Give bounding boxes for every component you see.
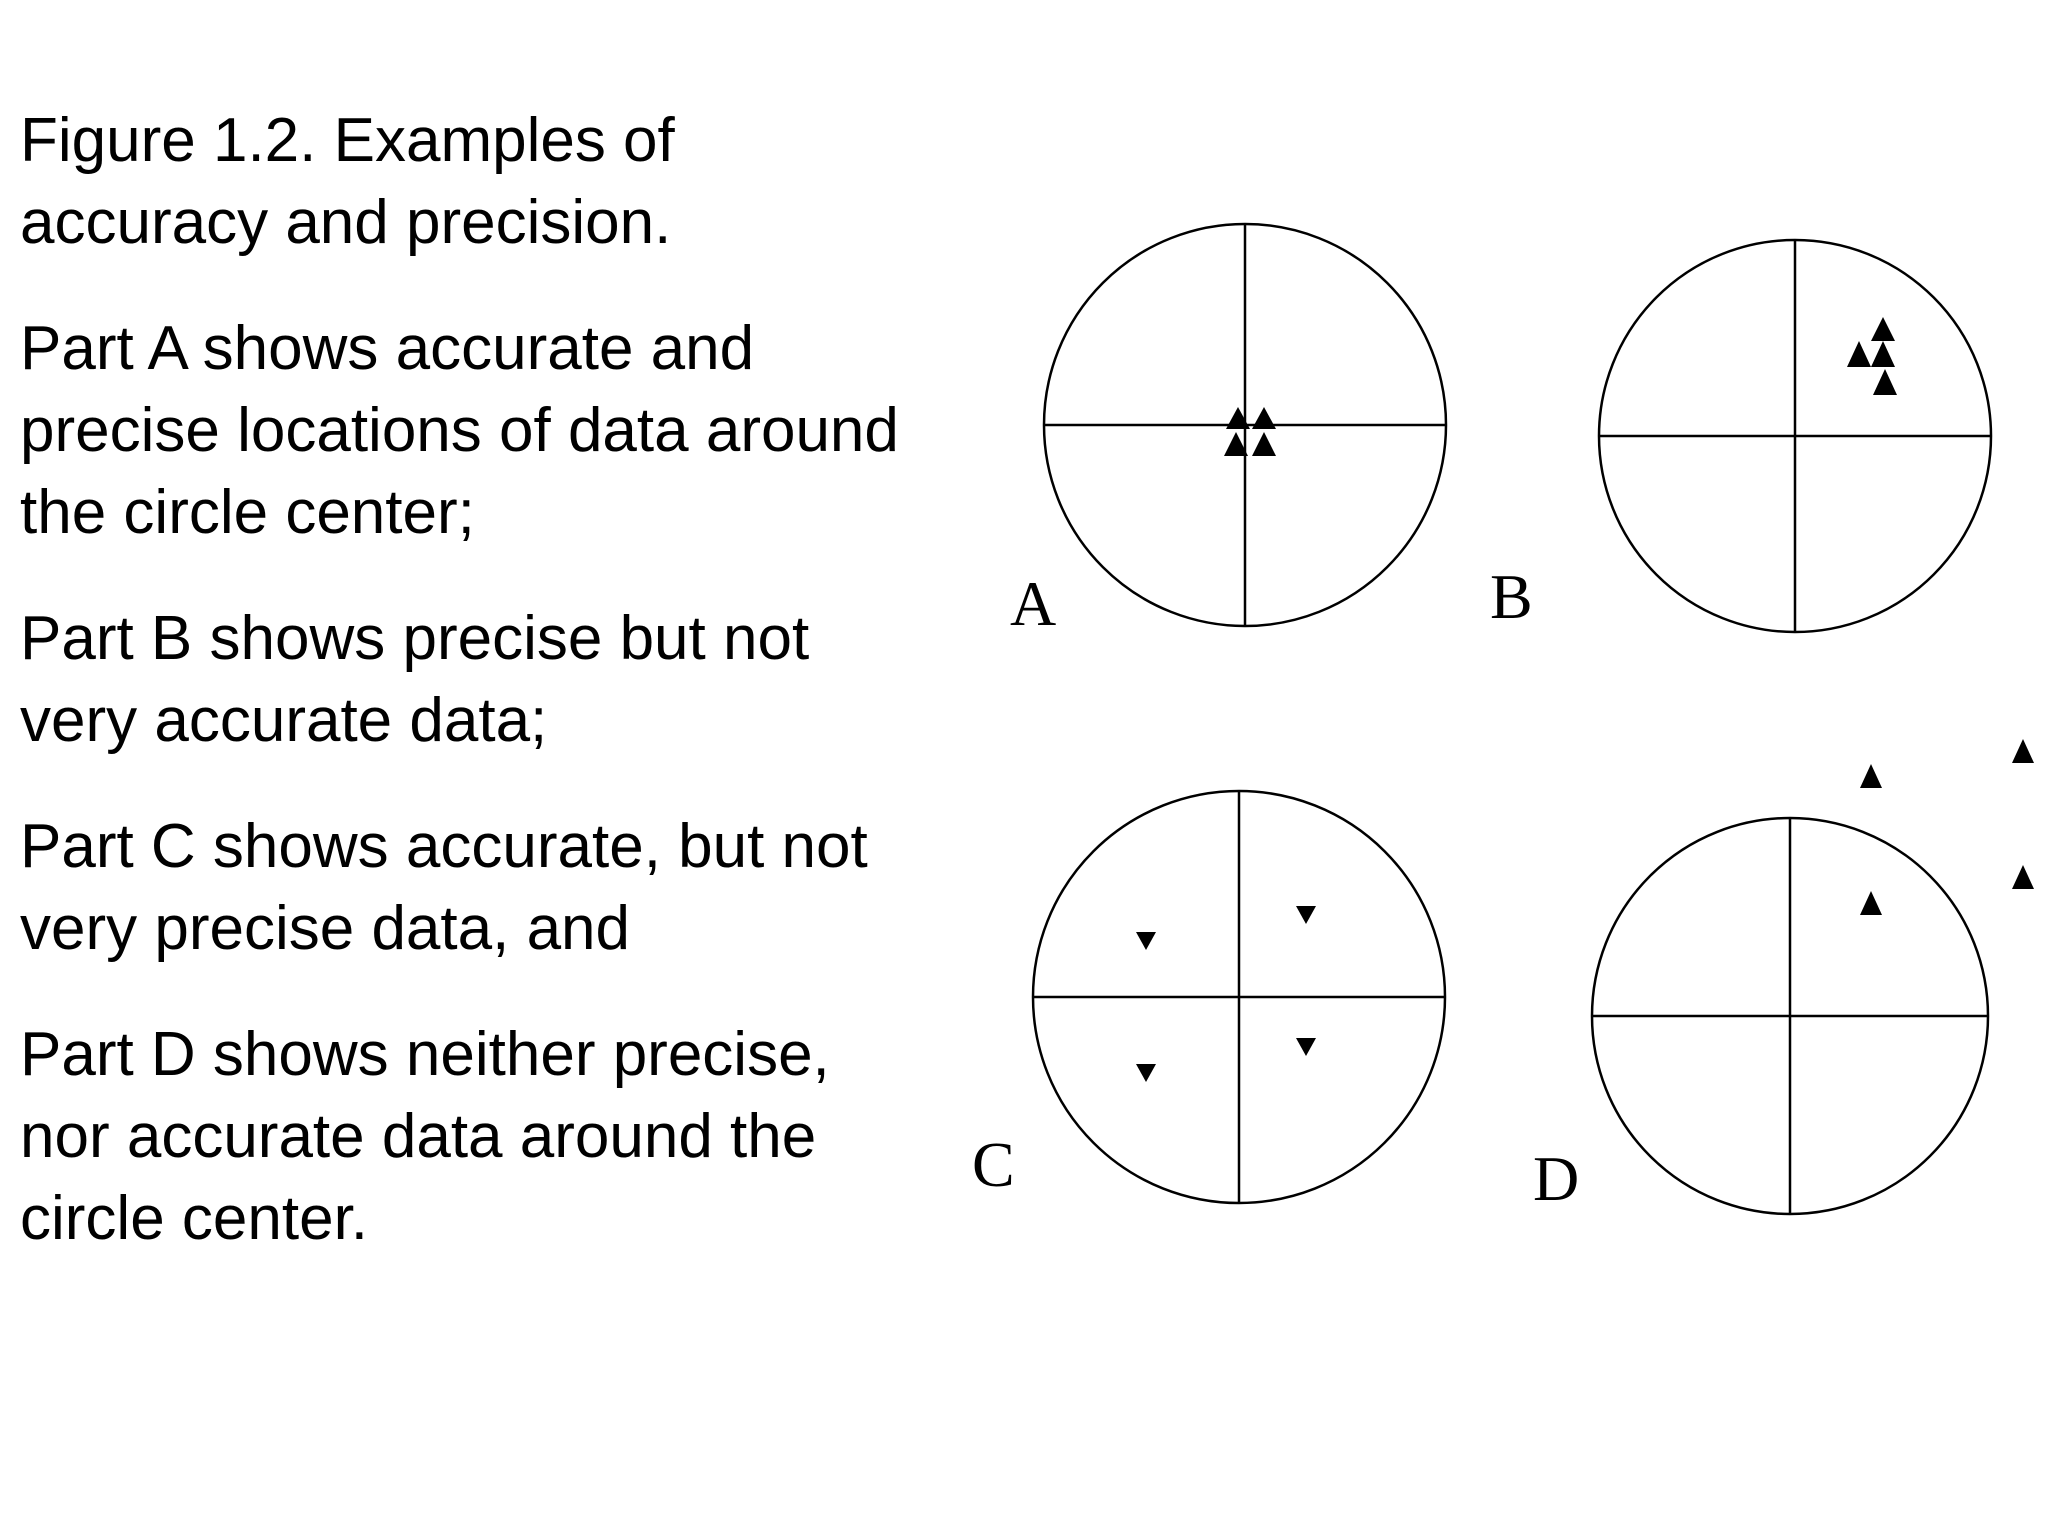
target-a-points <box>1224 407 1276 456</box>
data-point-triangle <box>1873 369 1897 395</box>
caption-part-c: Part C shows accurate, but not very precise data, and <box>20 812 868 963</box>
caption-part-b: Part B shows precise but not very accurate data; <box>20 604 810 755</box>
data-point-triangle <box>1252 407 1276 429</box>
target-b <box>1599 240 1991 632</box>
target-c-points <box>1136 906 1316 1082</box>
data-point-triangle-down <box>1136 932 1156 950</box>
data-point-triangle <box>1871 341 1895 367</box>
data-point-triangle <box>1871 317 1895 341</box>
data-point-triangle <box>1860 891 1882 915</box>
data-point-triangle <box>1847 341 1871 367</box>
data-point-triangle-down <box>1296 1038 1316 1056</box>
target-d-points <box>1860 739 2034 915</box>
data-point-triangle <box>1226 407 1250 429</box>
caption-part-a: Part A shows accurate and precise locations of data around the circle center; <box>20 314 899 547</box>
data-point-triangle-down <box>1296 906 1316 924</box>
caption-title: Figure 1.2. Examples of accuracy and precision. <box>20 106 675 257</box>
data-point-triangle <box>1860 764 1882 788</box>
target-c <box>1033 791 1445 1203</box>
data-point-triangle <box>1252 432 1276 456</box>
data-point-triangle-down <box>1136 1064 1156 1082</box>
target-b-points <box>1847 317 1897 395</box>
target-b-label: B <box>1490 561 1533 632</box>
data-point-triangle <box>2012 739 2034 763</box>
target-d <box>1592 818 1988 1214</box>
target-c-label: C <box>972 1129 1015 1200</box>
caption-part-d: Part D shows neither precise, nor accurate data around the circle center. <box>20 1020 830 1253</box>
target-a-label: A <box>1010 568 1057 639</box>
data-point-triangle <box>2012 865 2034 889</box>
target-d-label: D <box>1533 1143 1580 1214</box>
